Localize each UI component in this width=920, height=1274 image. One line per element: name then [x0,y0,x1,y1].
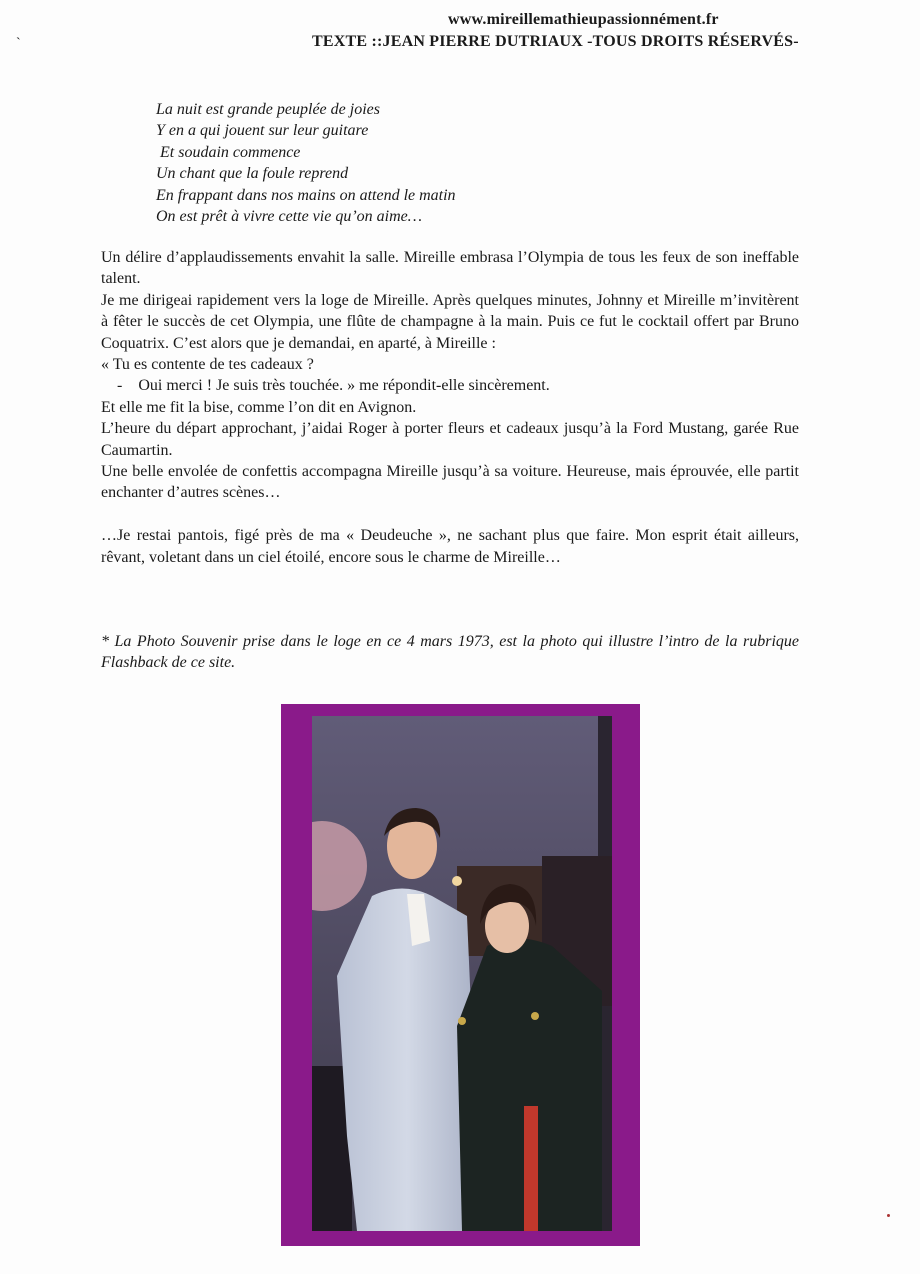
photo-illustration [312,716,612,1231]
poem-line: On est prêt à vivre cette vie qu’on aime… [156,208,422,226]
photo-caption: * La Photo Souvenir prise dans le loge en ce 4 mars 1973, est la photo qui illustre l’intro de la rubrique Flashback de ce site. [101,633,799,672]
paragraph: Une belle envolée de confettis accompagna Mireille jusqu’à sa voiture. Heureuse, mais éprouvée, elle partit enchanter d’autres scènes… [101,463,799,502]
paragraph: …Je restai pantois, figé près de ma « Deudeuche », ne sachant plus que faire. Mon esprit était ailleurs, rêvant, voletant dans un ciel étoilé, encore sous le charme de Mireille… [101,527,799,566]
corner-dot [887,1214,890,1217]
poem-line: La nuit est grande peuplée de joies [156,101,380,118]
poem-line: En frappant dans nos mains on attend le matin [156,186,456,204]
body-text [101,247,799,568]
paragraph: Un délire d’applaudissements envahit la salle. Mireille embrasa l’Olympia de tous les feux de son ineffable talent. [101,249,799,288]
site-url: www.mireillemathieupassionnément.fr [448,11,719,28]
paragraph: Je me dirigeai rapidement vers la loge de Mireille. Après quelques minutes, Johnny et Mireille m’invitèrent à fêter le succès de cet Olympia, une flûte de champagne à la main. Puis ce fut le cocktail offert par Bruno Coquatrix. C’est alors que je demandai, en aparté, à Mireille : [101,291,799,352]
poem-line: Et soudain commence [156,143,301,161]
photo-frame [281,704,640,1246]
poem [156,99,456,227]
paragraph: « Tu es contente de tes cadeaux ? [101,356,314,374]
poem-line: Un chant que la foule reprend [156,165,349,183]
paragraph: L’heure du départ approchant, j’aidai Roger à porter fleurs et cadeaux jusqu’à la Ford Mustang, garée Rue Caumartin. [101,420,799,459]
paragraph: Et elle me fit la bise, comme l’on dit en Avignon. [101,398,417,416]
copyright-notice: TEXTE ::JEAN PIERRE DUTRIAUX -TOUS DROITS RÉSERVÉS- [312,33,799,50]
paragraph: - Oui merci ! Je suis très touchée. » me répondit-elle sincèrement. [101,377,550,395]
poem-line: Y en a qui jouent sur leur guitare [156,122,369,140]
souvenir-photo [312,716,612,1231]
stray-mark: ` [16,36,21,51]
